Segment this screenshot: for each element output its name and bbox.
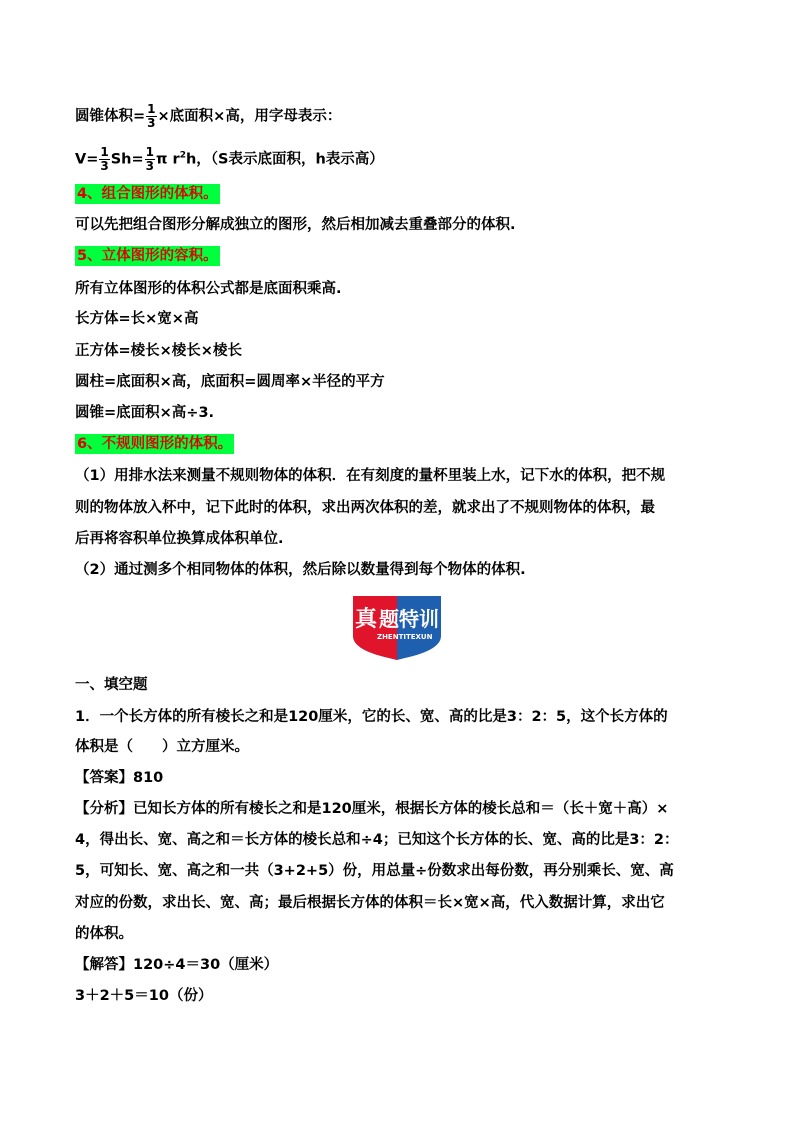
section5-line: 正方体=棱长×棱长×棱长 (75, 343, 242, 359)
logo-text-sub: ZHENTITEXUN (377, 633, 433, 641)
section6-line: 后再将容积单位换算成体积单位. (75, 531, 284, 547)
logo-text-main-right: 题特训 (379, 607, 439, 631)
section5-line: 长方体=长×宽×高 (75, 311, 199, 327)
solution-line: 3＋2＋5＝10（份） (75, 988, 213, 1004)
section5-line: 所有立体图形的体积公式都是底面积乘高. (75, 281, 342, 297)
fraction-one-third: $\frac{1}{3}$ (147, 102, 156, 130)
fraction-one-third: $\frac{1}{3}$ (100, 145, 109, 173)
zhentitexun-logo (345, 592, 449, 662)
analysis-line: 5，可知长、宽、高之和一共（3+2+5）份，用总量÷份数求出每份数，再分别乘长、宽、高 (75, 863, 674, 879)
cone-formula-line: 圆锥体积= $\frac{1}{3}$ ×底面积×高，用字母表示： (75, 102, 342, 130)
section5-line: 圆柱=底面积×高，底面积=圆周率×半径的平方 (75, 374, 385, 390)
section5-line: 圆锥=底面积×高÷3. (75, 405, 215, 421)
analysis-line: 对应的份数，求出长、宽、高；最后根据长方体的体积＝长×宽×高，代入数据计算，求出它 (75, 895, 665, 911)
answer-line: 【答案】810 (75, 770, 164, 786)
question-1-line: 体积是（ ）立方厘米。 (75, 739, 249, 755)
analysis-line: 【分析】已知长方体的所有棱长之和是120厘米，根据长方体的棱长总和＝（长＋宽＋高）× (75, 801, 669, 817)
section4-heading: 4、组合图形的体积。 (77, 186, 218, 202)
cone-symbol-formula-line: V= $\frac{1}{3}$ Sh= $\frac{1}{3}$ π $r^2h$，（S表示底面积，h表示高） (75, 145, 384, 173)
section5-heading: 5、立体图形的容积。 (77, 248, 218, 264)
analysis-line: 的体积。 (75, 926, 133, 942)
analysis-line: 4，得出长、宽、高之和＝长方体的棱长总和÷4；已知这个长方体的长、宽、高的比是3：2： (75, 832, 679, 848)
section6-heading: 6、不规则图形的体积。 (77, 436, 233, 452)
section4-text: 可以先把组合图形分解成独立的图形，然后相加减去重叠部分的体积. (75, 217, 516, 233)
fraction-one-third: $\frac{1}{3}$ (145, 145, 155, 173)
question-1-line: 1．一个长方体的所有棱长之和是120厘米，它的长、宽、高的比是3：2：5，这个长方体的 (75, 709, 668, 725)
part1-title: 一、填空题 (75, 677, 148, 693)
section6-line: 则的物体放入杯中，记下此时的体积，求出两次体积的差，就求出了不规则物体的体积，最 (75, 500, 655, 516)
section6-line: （2）通过测多个相同物体的体积，然后除以数量得到每个物体的体积. (75, 562, 526, 578)
section6-line: （1）用排水法来测量不规则物体的体积．在有刻度的量杯里装上水，记下水的体积，把不规 (75, 468, 666, 484)
logo-text-main-left: 真 (355, 607, 378, 632)
solution-line: 【解答】120÷4＝30（厘米） (75, 957, 279, 973)
